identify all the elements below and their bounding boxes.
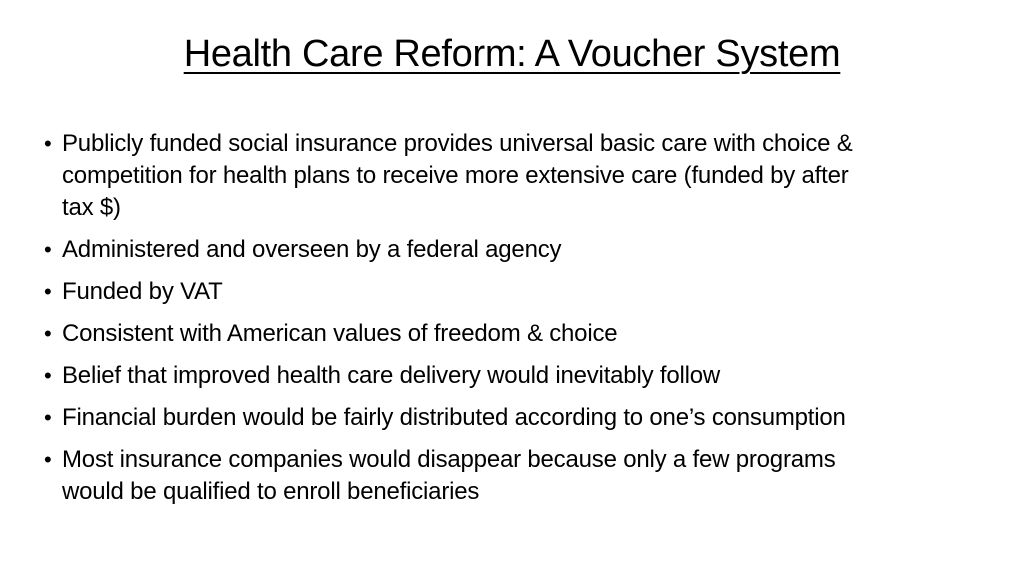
bullet-icon: • (44, 405, 52, 430)
bullet-item-6 (44, 402, 864, 434)
slide-title (0, 30, 1024, 78)
bullet-icon: • (44, 279, 52, 304)
bullet-text: Administered and overseen by a federal agency (62, 236, 562, 263)
bullet-icon: • (44, 237, 52, 262)
bullet-item-4 (44, 318, 864, 350)
bullet-icon: • (44, 131, 52, 156)
bullet-item-1 (44, 128, 864, 224)
bullet-text: Most insurance companies would disappear because only a few programs would be qualified to enroll beneficiaries (62, 446, 836, 505)
bullet-icon: • (44, 363, 52, 388)
bullet-text: Funded by VAT (62, 278, 223, 305)
bullet-icon: • (44, 447, 52, 472)
bullet-item-3 (44, 276, 864, 308)
bullet-item-7 (44, 444, 864, 508)
bullet-text: Consistent with American values of freedom & choice (62, 320, 618, 347)
bullet-item-2 (44, 234, 864, 266)
bullet-text: Financial burden would be fairly distributed according to one’s consumption (62, 404, 846, 431)
slide-title-text: Health Care Reform: A Voucher System (183, 33, 841, 75)
bullet-item-5 (44, 360, 864, 392)
bullet-text: Belief that improved health care delivery would inevitably follow (62, 362, 721, 389)
bullet-list (44, 128, 864, 518)
bullet-text: Publicly funded social insurance provides universal basic care with choice & competition for health plans to receive more extensive care (funded by after tax $) (62, 130, 853, 221)
bullet-icon: • (44, 321, 52, 346)
